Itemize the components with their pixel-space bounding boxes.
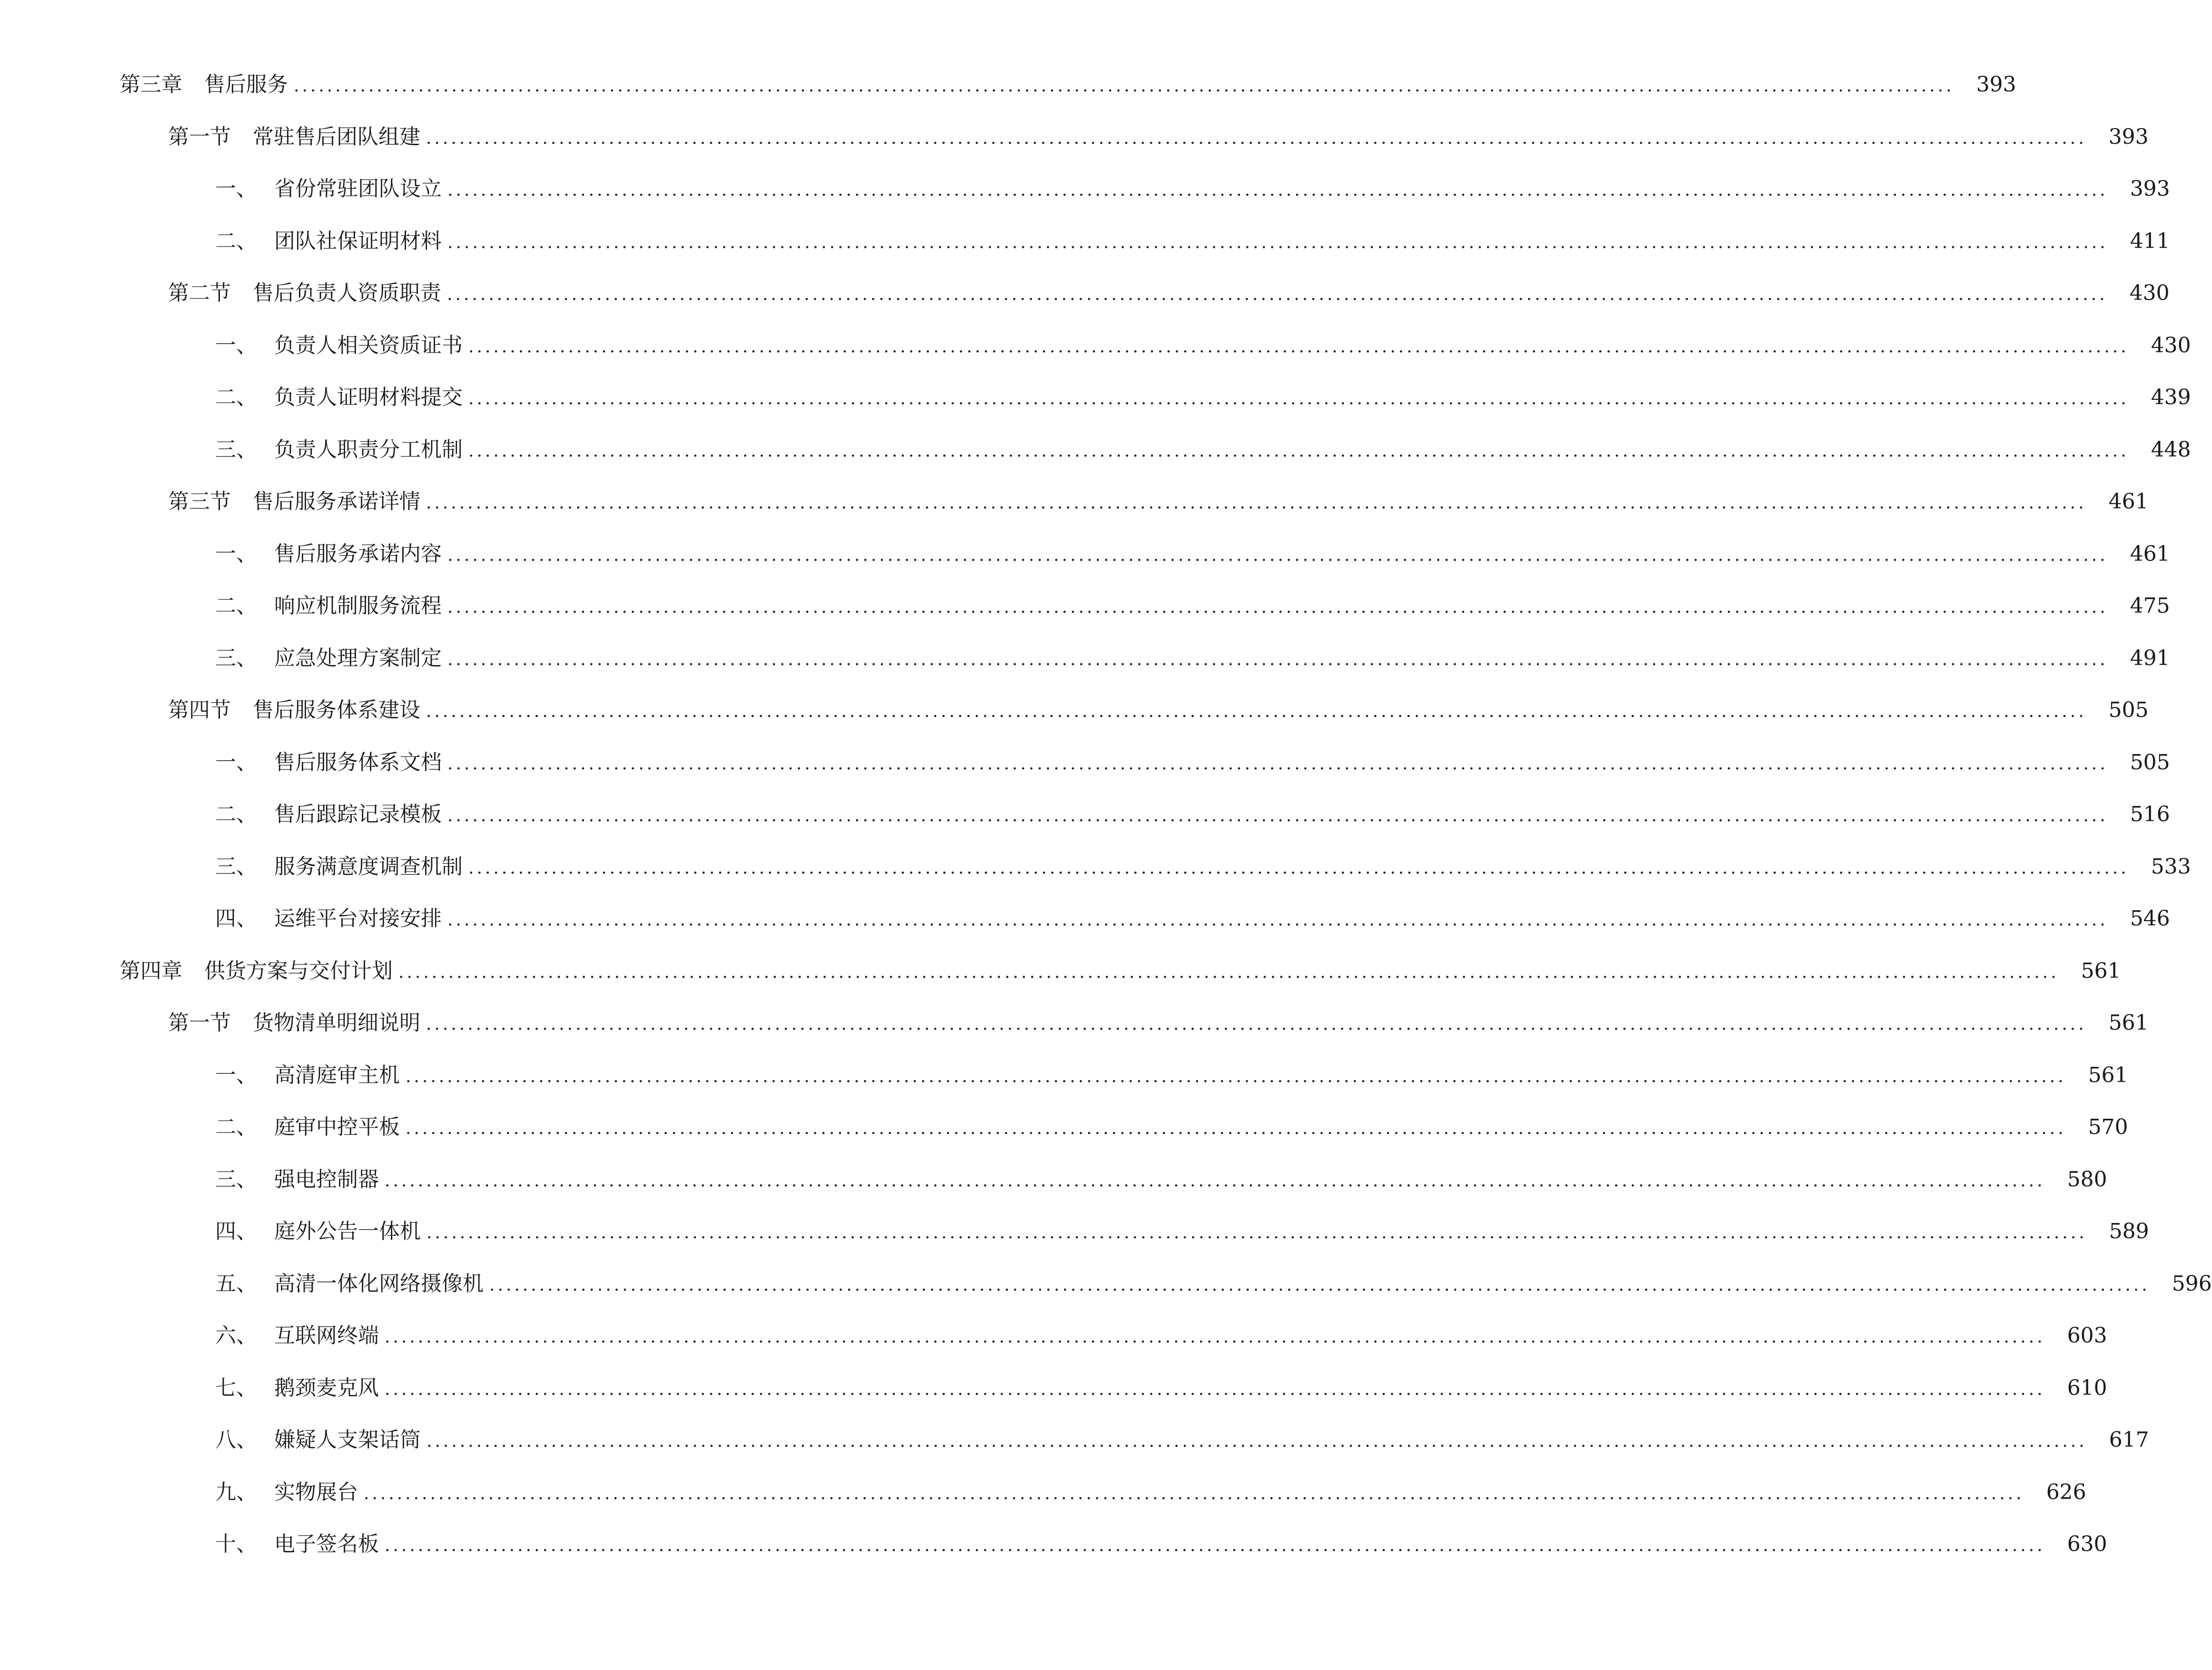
- toc-entry-title: 电子签名板: [274, 1532, 379, 1556]
- toc-entry-lead: [0, 222, 442, 260]
- toc-entry-lead: [0, 744, 442, 782]
- toc-entry-lead: [0, 1525, 379, 1563]
- toc-leader-dots: ........................................................................................................................................................................................................: [406, 1066, 2066, 1086]
- toc-entry-number: 三、: [215, 646, 257, 670]
- toc-entry-number: 二、: [215, 594, 257, 618]
- toc-entry-page-number: 603: [2067, 1323, 2107, 1348]
- toc-entry-number: 第一节: [168, 1011, 231, 1035]
- toc-entry-number: 三、: [215, 437, 257, 462]
- toc-entry-title: 负责人职责分工机制: [274, 437, 463, 462]
- toc-entry: [0, 1265, 2212, 1303]
- toc-entry-lead: [0, 327, 463, 365]
- toc-entry-number: 一、: [215, 750, 257, 775]
- toc-leader-dots: ........................................................................................................................................................................................................: [426, 493, 2087, 513]
- toc-entry-title: 运维平台对接安排: [274, 906, 442, 931]
- toc-leader-dots: ........................................................................................................................................................................................................: [426, 702, 2087, 721]
- toc-entry: [0, 431, 2191, 469]
- toc-entry-title: 响应机制服务流程: [274, 594, 442, 618]
- toc-entry: [0, 483, 2149, 521]
- toc-leader-dots: ........................................................................................................................................................................................................: [489, 1275, 2150, 1295]
- toc-entry-title: 售后服务体系建设: [253, 698, 420, 722]
- toc-entry: [0, 66, 2016, 104]
- toc-entry-number: 一、: [215, 1063, 257, 1087]
- toc-leader-dots: ........................................................................................................................................................................................................: [447, 597, 2108, 617]
- toc-leader-dots: ........................................................................................................................................................................................................: [468, 441, 2129, 461]
- toc-entry-title: 售后服务: [204, 72, 288, 97]
- toc-entry-number: 八、: [215, 1428, 257, 1452]
- toc-leader-dots: ........................................................................................................................................................................................................: [426, 1014, 2087, 1034]
- toc-entry-number: 四、: [215, 1219, 257, 1243]
- toc-entry-page-number: 546: [2130, 906, 2170, 931]
- toc-entry-title: 售后跟踪记录模板: [274, 802, 442, 826]
- toc-entry-number: 一、: [215, 333, 257, 358]
- toc-entry-number: 第三章: [119, 72, 182, 97]
- toc-entry-lead: [0, 66, 288, 104]
- toc-entry: [0, 795, 2170, 834]
- toc-entry-title: 庭审中控平板: [274, 1115, 400, 1139]
- toc-entry: [0, 1161, 2107, 1199]
- toc-entry-number: 四、: [215, 906, 257, 931]
- toc-leader-dots: ........................................................................................................................................................................................................: [427, 1431, 2087, 1451]
- toc-entry: [0, 587, 2170, 625]
- toc-leader-dots: ........................................................................................................................................................................................................: [427, 1223, 2087, 1243]
- toc-entry-lead: [0, 431, 463, 469]
- toc-entry-page-number: 461: [2130, 541, 2170, 566]
- toc-entry-number: 第三节: [168, 489, 231, 514]
- toc-entry-title: 负责人相关资质证书: [274, 333, 463, 358]
- toc-entry: [0, 1369, 2107, 1407]
- toc-entry-lead: [0, 1161, 379, 1199]
- toc-entry-page-number: 561: [2088, 1063, 2128, 1087]
- toc-leader-dots: ........................................................................................................................................................................................................: [447, 180, 2108, 200]
- toc-entry-number: 二、: [215, 385, 257, 409]
- toc-entry-number: 九、: [215, 1480, 257, 1504]
- toc-entry-title: 嫌疑人支架话筒: [274, 1428, 421, 1452]
- toc-entry-page-number: 430: [2151, 333, 2191, 358]
- toc-entry-page-number: 393: [1976, 72, 2016, 97]
- toc-leader-dots: ........................................................................................................................................................................................................: [447, 754, 2108, 774]
- toc-entry: [0, 639, 2170, 677]
- toc-entry-page-number: 439: [2151, 385, 2191, 409]
- toc-entry-lead: [0, 1004, 420, 1042]
- toc-leader-dots: ........................................................................................................................................................................................................: [385, 1171, 2045, 1191]
- toc-entry-lead: [0, 170, 442, 208]
- toc-leader-dots: ........................................................................................................................................................................................................: [468, 337, 2129, 357]
- toc-leader-dots: ........................................................................................................................................................................................................: [294, 76, 1954, 96]
- toc-entry-number: 二、: [215, 1115, 257, 1139]
- toc-entry-number: 一、: [215, 177, 257, 201]
- toc-leader-dots: ........................................................................................................................................................................................................: [364, 1483, 2024, 1503]
- toc-entry-title: 高清一体化网络摄像机: [274, 1271, 484, 1296]
- toc-entry-page-number: 505: [2108, 698, 2149, 722]
- toc-entry-lead: [0, 1056, 400, 1094]
- toc-leader-dots: ........................................................................................................................................................................................................: [385, 1379, 2045, 1399]
- toc-entry-title: 货物清单明细说明: [253, 1011, 420, 1035]
- toc-entry: [0, 1056, 2128, 1094]
- toc-leader-dots: ........................................................................................................................................................................................................: [447, 232, 2108, 252]
- toc-entry-number: 三、: [215, 854, 257, 879]
- toc-entry-page-number: 516: [2130, 802, 2170, 826]
- toc-entry-title: 负责人证明材料提交: [274, 385, 463, 409]
- toc-entry-page-number: 570: [2088, 1115, 2128, 1139]
- toc-entry: [0, 535, 2170, 573]
- toc-entry: [0, 1213, 2149, 1251]
- toc-entry-number: 一、: [215, 541, 257, 566]
- toc-entry-title: 服务满意度调查机制: [274, 854, 463, 879]
- toc-leader-dots: ........................................................................................................................................................................................................: [447, 910, 2108, 930]
- toc-entry-title: 强电控制器: [274, 1167, 379, 1192]
- toc-entry-title: 售后负责人资质职责: [253, 281, 441, 305]
- toc-leader-dots: ........................................................................................................................................................................................................: [426, 128, 2087, 148]
- toc-leader-dots: ........................................................................................................................................................................................................: [447, 806, 2108, 825]
- toc-entry-page-number: 533: [2151, 854, 2191, 879]
- toc-entry: [0, 1473, 2086, 1511]
- toc-entry: [0, 274, 2170, 312]
- toc-entry-lead: [0, 1265, 484, 1303]
- toc-entry-page-number: 430: [2129, 281, 2170, 305]
- toc-entry-lead: [0, 1421, 421, 1459]
- toc-entry-lead: [0, 535, 442, 573]
- toc-entry-page-number: 393: [2108, 124, 2149, 149]
- toc-entry: [0, 952, 2121, 990]
- toc-entry: [0, 327, 2191, 365]
- toc-leader-dots: ........................................................................................................................................................................................................: [406, 1119, 2066, 1138]
- toc-entry-lead: [0, 118, 420, 156]
- toc-entry-page-number: 491: [2130, 646, 2170, 670]
- toc-entry-lead: [0, 1369, 379, 1407]
- toc-entry-page-number: 617: [2109, 1428, 2149, 1452]
- toc-entry-number: 二、: [215, 802, 257, 826]
- toc-entry-title: 应急处理方案制定: [274, 646, 442, 670]
- toc-entry: [0, 691, 2149, 729]
- toc-entry: [0, 744, 2170, 782]
- toc-entry-page-number: 596: [2172, 1271, 2212, 1296]
- toc-entry-page-number: 411: [2130, 229, 2170, 253]
- toc-entry-page-number: 475: [2130, 594, 2170, 618]
- toc-entry-title: 鹅颈麦克风: [274, 1375, 379, 1400]
- toc-leader-dots: ........................................................................................................................................................................................................: [468, 858, 2129, 878]
- toc-entry-lead: [0, 952, 393, 990]
- toc-entry-title: 实物展台: [274, 1480, 358, 1504]
- toc-entry-title: 售后服务体系文档: [274, 750, 442, 775]
- toc-entry: [0, 1421, 2149, 1459]
- toc-entry-page-number: 630: [2067, 1532, 2107, 1556]
- toc-entry: [0, 170, 2170, 208]
- toc-entry-number: 五、: [215, 1271, 257, 1296]
- toc-entry-title: 高清庭审主机: [274, 1063, 400, 1087]
- toc-entry-page-number: 626: [2046, 1480, 2086, 1504]
- toc-leader-dots: ........................................................................................................................................................................................................: [468, 389, 2129, 408]
- toc-entry-lead: [0, 691, 420, 729]
- toc-entry-number: 二、: [215, 229, 257, 253]
- toc-entry-number: 十、: [215, 1532, 257, 1556]
- toc-leader-dots: ........................................................................................................................................................................................................: [385, 1536, 2045, 1555]
- toc-entry-lead: [0, 1108, 400, 1146]
- toc-entry: [0, 1317, 2107, 1355]
- toc-entry-lead: [0, 1213, 421, 1251]
- toc-entry: [0, 118, 2149, 156]
- toc-entry-title: 常驻售后团队组建: [253, 124, 420, 149]
- toc-entry-lead: [0, 1317, 379, 1355]
- toc-leader-dots: ........................................................................................................................................................................................................: [447, 649, 2108, 669]
- toc-entry-page-number: 610: [2067, 1375, 2107, 1400]
- toc-entry: [0, 900, 2170, 938]
- toc-entry-page-number: 461: [2108, 489, 2149, 514]
- toc-entry: [0, 378, 2191, 417]
- toc-entry-number: 七、: [215, 1375, 257, 1400]
- toc-entry-number: 六、: [215, 1323, 257, 1348]
- toc-entry-title: 供货方案与交付计划: [204, 958, 393, 983]
- toc-entry-lead: [0, 378, 463, 417]
- toc-entry: [0, 848, 2191, 886]
- toc-entry-number: 三、: [215, 1167, 257, 1192]
- toc-entry-page-number: 448: [2151, 437, 2191, 462]
- toc-entry: [0, 1004, 2149, 1042]
- toc-entry-title: 团队社保证明材料: [274, 229, 442, 253]
- toc-entry-page-number: 393: [2130, 177, 2170, 201]
- toc-entry-lead: [0, 274, 441, 312]
- toc-entry-lead: [0, 795, 442, 834]
- toc-entry-title: 互联网终端: [274, 1323, 379, 1348]
- toc-entry: [0, 1525, 2107, 1563]
- toc-leader-dots: ........................................................................................................................................................................................................: [447, 545, 2108, 565]
- toc-entry-page-number: 580: [2067, 1167, 2107, 1192]
- toc-entry-title: 售后服务承诺详情: [253, 489, 420, 514]
- toc-entry-title: 庭外公告一体机: [274, 1219, 421, 1243]
- toc-leader-dots: ........................................................................................................................................................................................................: [447, 285, 2108, 304]
- toc-entry-title: 售后服务承诺内容: [274, 541, 442, 566]
- toc-entry-page-number: 561: [2081, 958, 2121, 983]
- toc-entry-page-number: 561: [2108, 1011, 2149, 1035]
- toc-leader-dots: ........................................................................................................................................................................................................: [385, 1327, 2045, 1347]
- toc-entry-number: 第四节: [168, 698, 231, 722]
- toc-entry-number: 第四章: [119, 958, 182, 983]
- toc-entry-number: 第二节: [168, 281, 231, 305]
- toc-entry-lead: [0, 483, 420, 521]
- toc-entry-lead: [0, 900, 442, 938]
- toc-entry: [0, 1108, 2128, 1146]
- toc-entry-number: 第一节: [168, 124, 231, 149]
- toc-entry-page-number: 589: [2109, 1219, 2149, 1243]
- toc-entry-page-number: 505: [2130, 750, 2170, 775]
- toc-entry-lead: [0, 848, 463, 886]
- toc-leader-dots: ........................................................................................................................................................................................................: [398, 962, 2059, 982]
- toc-entry-lead: [0, 1473, 358, 1511]
- toc-entry-lead: [0, 639, 442, 677]
- toc-entry-lead: [0, 587, 442, 625]
- toc-entry-title: 省份常驻团队设立: [274, 177, 442, 201]
- toc-entry: [0, 222, 2170, 260]
